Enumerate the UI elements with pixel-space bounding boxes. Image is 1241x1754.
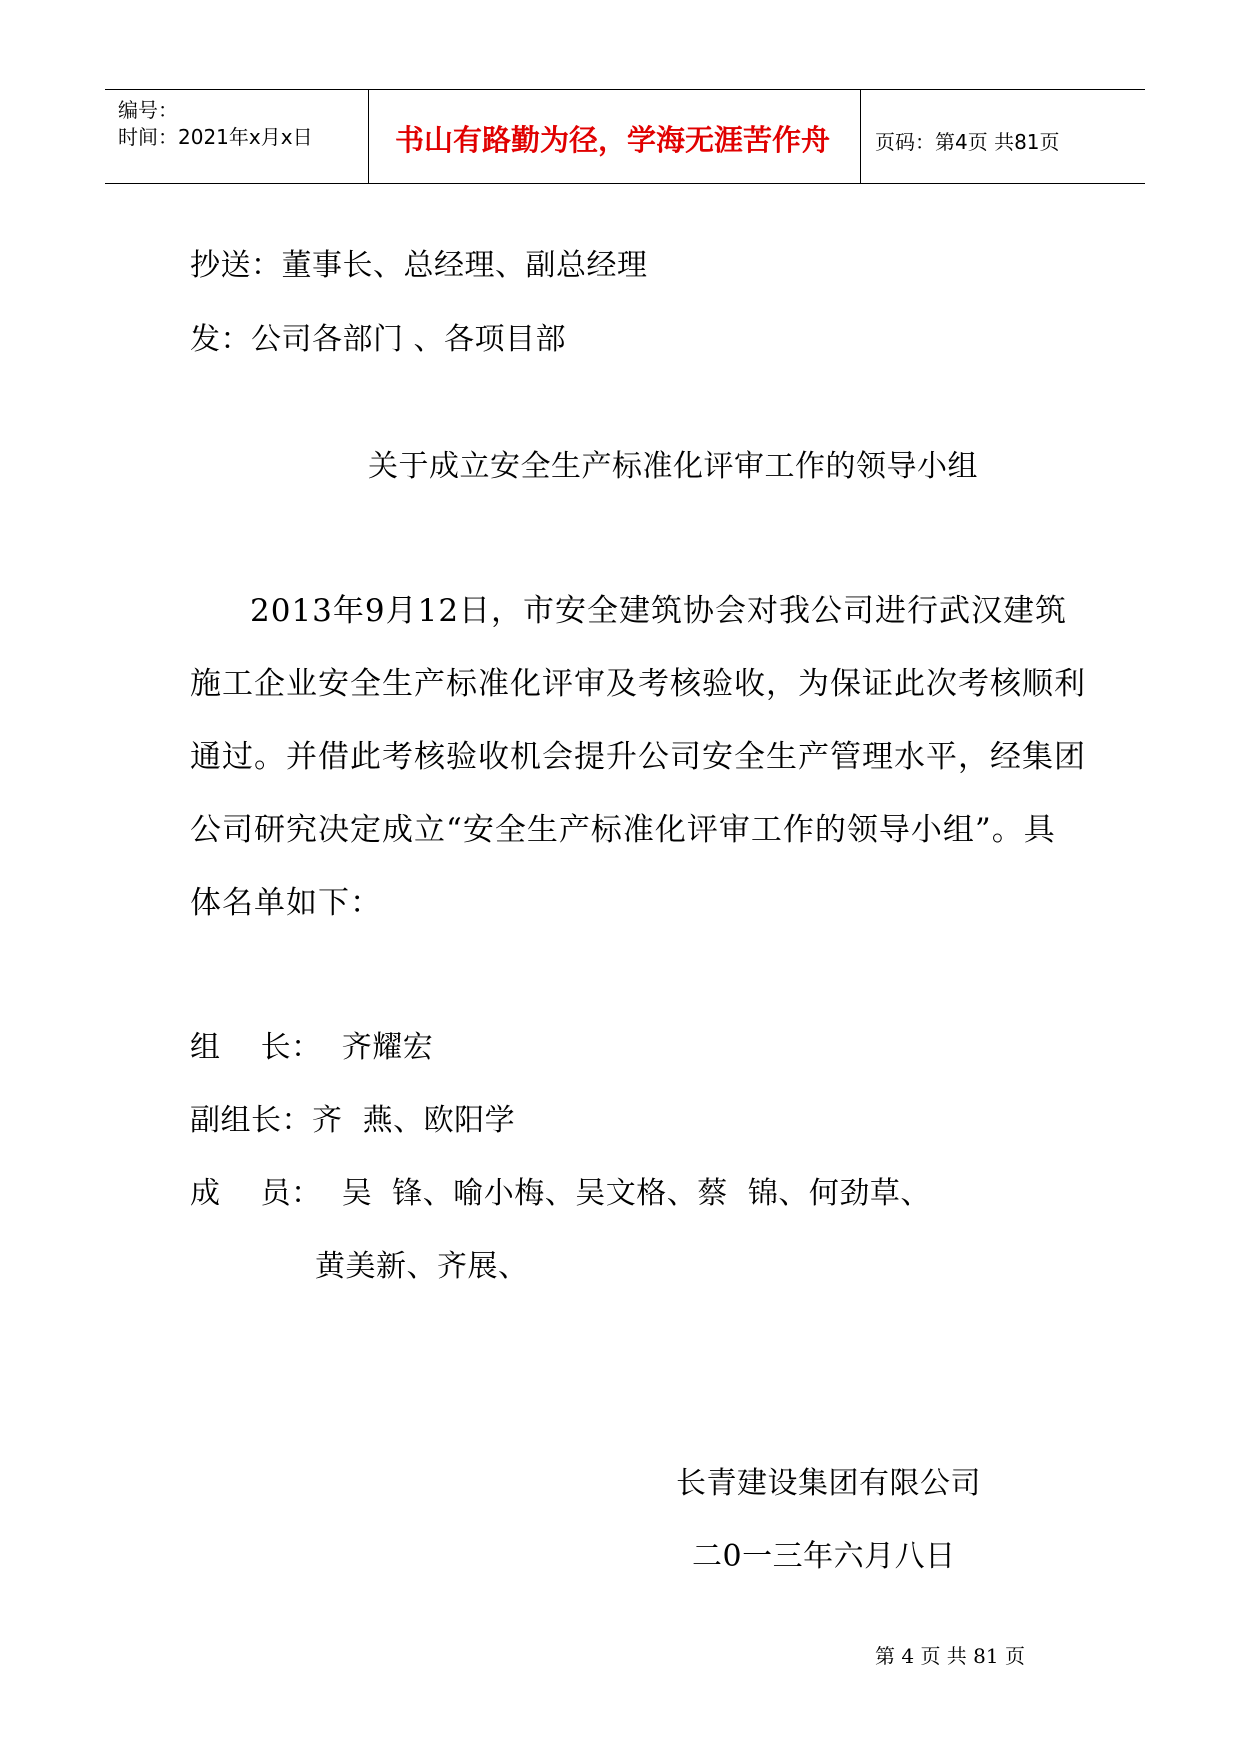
header-bottom-rule	[105, 183, 1145, 184]
header-top-rule	[105, 89, 1145, 90]
header-divider-left	[368, 90, 369, 184]
body-line-4: 公司研究决定成立“安全生产标准化评审工作的领导小组”。具	[190, 812, 1056, 848]
header-page-label: 页码：第4页 共81页	[875, 130, 1060, 154]
body-line-3: 通过。并借此考核验收机会提升公司安全生产管理水平，经集团	[190, 739, 1086, 775]
leader-line: 组 长： 齐耀宏	[190, 1030, 434, 1065]
header-number-label: 编号：	[118, 98, 178, 122]
members-line-1: 成 员： 吴 锋、喻小梅、吴文格、蔡 锦、何劲草、	[190, 1176, 931, 1211]
send-line: 发：公司各部门 、各项目部	[190, 322, 567, 357]
header-divider-right	[860, 90, 861, 184]
members-line-2: 黄美新、齐展、	[315, 1249, 529, 1284]
document-title: 关于成立安全生产标准化评审工作的领导小组	[368, 449, 978, 484]
body-line-2: 施工企业安全生产标准化评审及考核验收，为保证此次考核顺利	[190, 666, 1086, 702]
body-line-1: 2013年9月12日，市安全建筑协会对我公司进行武汉建筑	[250, 593, 1068, 629]
signature-date: 二0一三年六月八日	[692, 1539, 956, 1574]
page-footer: 第 4 页 共 81 页	[875, 1644, 1025, 1668]
deputy-line: 副组长：齐 燕、欧阳学	[190, 1103, 516, 1138]
body-line-5: 体名单如下：	[190, 885, 382, 921]
header-time-label: 时间：2021年x月x日	[118, 125, 313, 149]
cc-line: 抄送：董事长、总经理、副总经理	[190, 248, 648, 283]
signature-company: 长青建设集团有限公司	[676, 1466, 981, 1501]
header-motto: 书山有路勤为径，学海无涯苦作舟	[395, 123, 831, 157]
